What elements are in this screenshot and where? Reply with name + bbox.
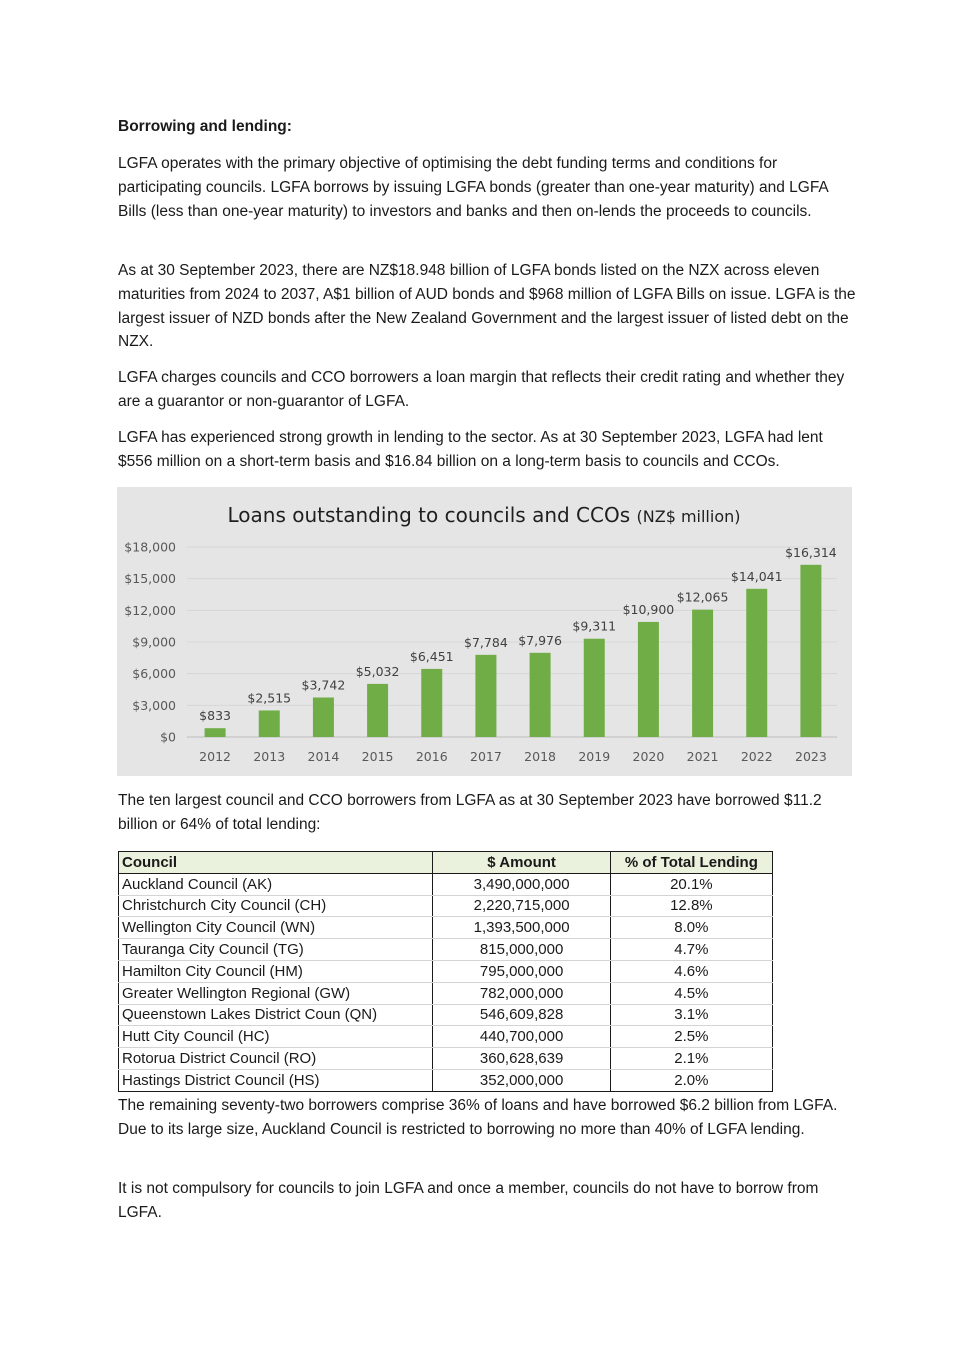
lending-percent: 20.1% (610, 873, 772, 895)
lending-percent: 12.8% (610, 895, 772, 917)
x-tick-label: 2016 (415, 749, 448, 764)
data-label: $2,515 (247, 690, 292, 706)
council-name: Wellington City Council (WN) (119, 917, 433, 939)
borrowed-amount: 360,628,639 (433, 1048, 610, 1070)
y-tick-label: $12,000 (124, 602, 176, 618)
paragraph-remaining-borrowers: The remaining seventy-two borrowers comprise 36% of loans and have borrowed $6.2 billion from LGFA. Due to its large size, Auckland Council is restricted to borrowing no more than 40% of LGFA lending. (118, 1097, 838, 1138)
y-tick-label: $15,000 (124, 571, 176, 587)
bar (475, 655, 496, 737)
table-row (119, 982, 773, 1004)
paragraph-membership: It is not compulsory for councils to join LGFA and once a member, councils do not have to borrow from LGFA. (118, 1180, 819, 1221)
data-label: $10,900 (622, 601, 675, 617)
borrowed-amount: 3,490,000,000 (433, 873, 610, 895)
x-tick-label: 2019 (578, 749, 611, 764)
table-row (119, 917, 773, 939)
lending-percent: 4.7% (610, 939, 772, 961)
loans-outstanding-chart (117, 487, 852, 776)
table-row (119, 873, 773, 895)
y-tick-label: $0 (160, 729, 176, 745)
table-row (119, 1048, 773, 1070)
x-tick-label: 2021 (686, 749, 719, 764)
header-amount: $ Amount (433, 852, 610, 874)
header-council: Council (119, 852, 433, 874)
bar (205, 728, 226, 737)
data-label: $3,742 (301, 677, 346, 693)
chart-title-units: (NZ$ million) (636, 507, 741, 526)
x-tick-label: 2023 (795, 749, 827, 764)
bar (367, 684, 388, 737)
lending-percent: 4.5% (610, 982, 772, 1004)
table-body (119, 873, 773, 1091)
paragraph-lending-growth: LGFA has experienced strong growth in lending to the sector. As at 30 September 2023, LGFA had lent $556 million on a short-term basis and $16.84 billion on a long-term basis to councils and CCOs. (118, 429, 823, 470)
data-label: $6,451 (409, 648, 454, 664)
council-name: Hutt City Council (HC) (119, 1026, 433, 1048)
borrowed-amount: 546,609,828 (433, 1004, 610, 1026)
chart-title (228, 503, 741, 527)
bar (421, 669, 442, 737)
paragraph-bonds-on-issue: As at 30 September 2023, there are NZ$18.948 billion of LGFA bonds listed on the NZX across eleven maturities from 2024 to 2037, A$1 billion of AUD bonds and $968 million of LGFA Bills on issue. LGFA is the largest issuer of NZD bonds after the New Zealand Government and the largest issuer of listed debt on the NZX. (118, 262, 856, 351)
data-label: $16,314 (785, 544, 837, 560)
bar (638, 622, 659, 737)
x-tick-label: 2012 (199, 749, 231, 764)
borrowed-amount: 2,220,715,000 (433, 895, 610, 917)
data-label: $833 (199, 708, 231, 724)
borrowed-amount: 782,000,000 (433, 982, 610, 1004)
council-name: Christchurch City Council (CH) (119, 895, 433, 917)
chart-title-main: Loans outstanding to councils and CCOs (227, 503, 637, 527)
bar (692, 610, 713, 737)
chart-svg (117, 487, 852, 776)
borrowed-amount: 815,000,000 (433, 939, 610, 961)
lending-percent: 8.0% (610, 917, 772, 939)
data-label: $9,311 (572, 618, 617, 634)
council-name: Tauranga City Council (TG) (119, 939, 433, 961)
data-label: $7,976 (518, 632, 562, 648)
table-row (119, 939, 773, 961)
borrowed-amount: 440,700,000 (433, 1026, 610, 1048)
council-name: Auckland Council (AK) (119, 873, 433, 895)
council-name: Hamilton City Council (HM) (119, 960, 433, 982)
bar (530, 653, 551, 737)
council-name: Rotorua District Council (RO) (119, 1048, 433, 1070)
borrowed-amount: 352,000,000 (433, 1069, 610, 1091)
x-tick-label: 2013 (253, 749, 286, 764)
paragraph-loan-margin: LGFA charges councils and CCO borrowers a loan margin that reflects their credit rating and whether they are a guarantor or non-guarantor of LGFA. (118, 369, 845, 410)
bar (746, 589, 767, 737)
paragraph-objective: LGFA operates with the primary objective of optimising the debt funding terms and conditions for participating councils. LGFA borrows by issuing LGFA bonds (greater than one-year maturity) and LGFA Bills (less than one-year maturity) to investors and banks and then on-lends the proceeds to councils. (118, 155, 828, 220)
header-percent: % of Total Lending (610, 852, 772, 874)
paragraph-top-ten-borrowers: The ten largest council and CCO borrowers from LGFA as at 30 September 2023 have borrowed $11.2 billion or 64% of total lending: (118, 792, 822, 833)
table-header-row (119, 852, 773, 874)
borrowed-amount: 795,000,000 (433, 960, 610, 982)
bar (800, 565, 821, 737)
x-tick-label: 2017 (470, 749, 502, 764)
y-tick-label: $18,000 (124, 539, 176, 555)
council-name: Queenstown Lakes District Coun (QN) (119, 1004, 433, 1026)
y-tick-label: $9,000 (132, 634, 176, 650)
section-heading: Borrowing and lending: (118, 118, 292, 135)
y-tick-label: $3,000 (132, 697, 176, 713)
lending-percent: 2.1% (610, 1048, 772, 1070)
y-tick-label: $6,000 (132, 666, 176, 682)
lending-percent: 4.6% (610, 960, 772, 982)
bar (313, 698, 334, 737)
table-row (119, 895, 773, 917)
council-name: Greater Wellington Regional (GW) (119, 982, 433, 1004)
x-tick-label: 2020 (632, 749, 665, 764)
data-label: $12,065 (676, 589, 729, 605)
table-row (119, 1069, 773, 1091)
data-label: $5,032 (355, 663, 400, 679)
table-row (119, 960, 773, 982)
lending-percent: 3.1% (610, 1004, 772, 1026)
bar (259, 710, 280, 737)
table-row (119, 1026, 773, 1048)
x-tick-label: 2018 (524, 749, 556, 764)
data-label: $7,784 (464, 634, 508, 650)
borrowers-table (118, 851, 773, 1092)
borrowed-amount: 1,393,500,000 (433, 917, 610, 939)
lending-percent: 2.5% (610, 1026, 772, 1048)
x-tick-label: 2015 (361, 749, 394, 764)
council-name: Hastings District Council (HS) (119, 1069, 433, 1091)
bar (584, 639, 605, 737)
lending-percent: 2.0% (610, 1069, 772, 1091)
table-row (119, 1004, 773, 1026)
x-tick-label: 2014 (307, 749, 340, 764)
x-tick-label: 2022 (740, 749, 773, 764)
data-label: $14,041 (730, 568, 783, 584)
